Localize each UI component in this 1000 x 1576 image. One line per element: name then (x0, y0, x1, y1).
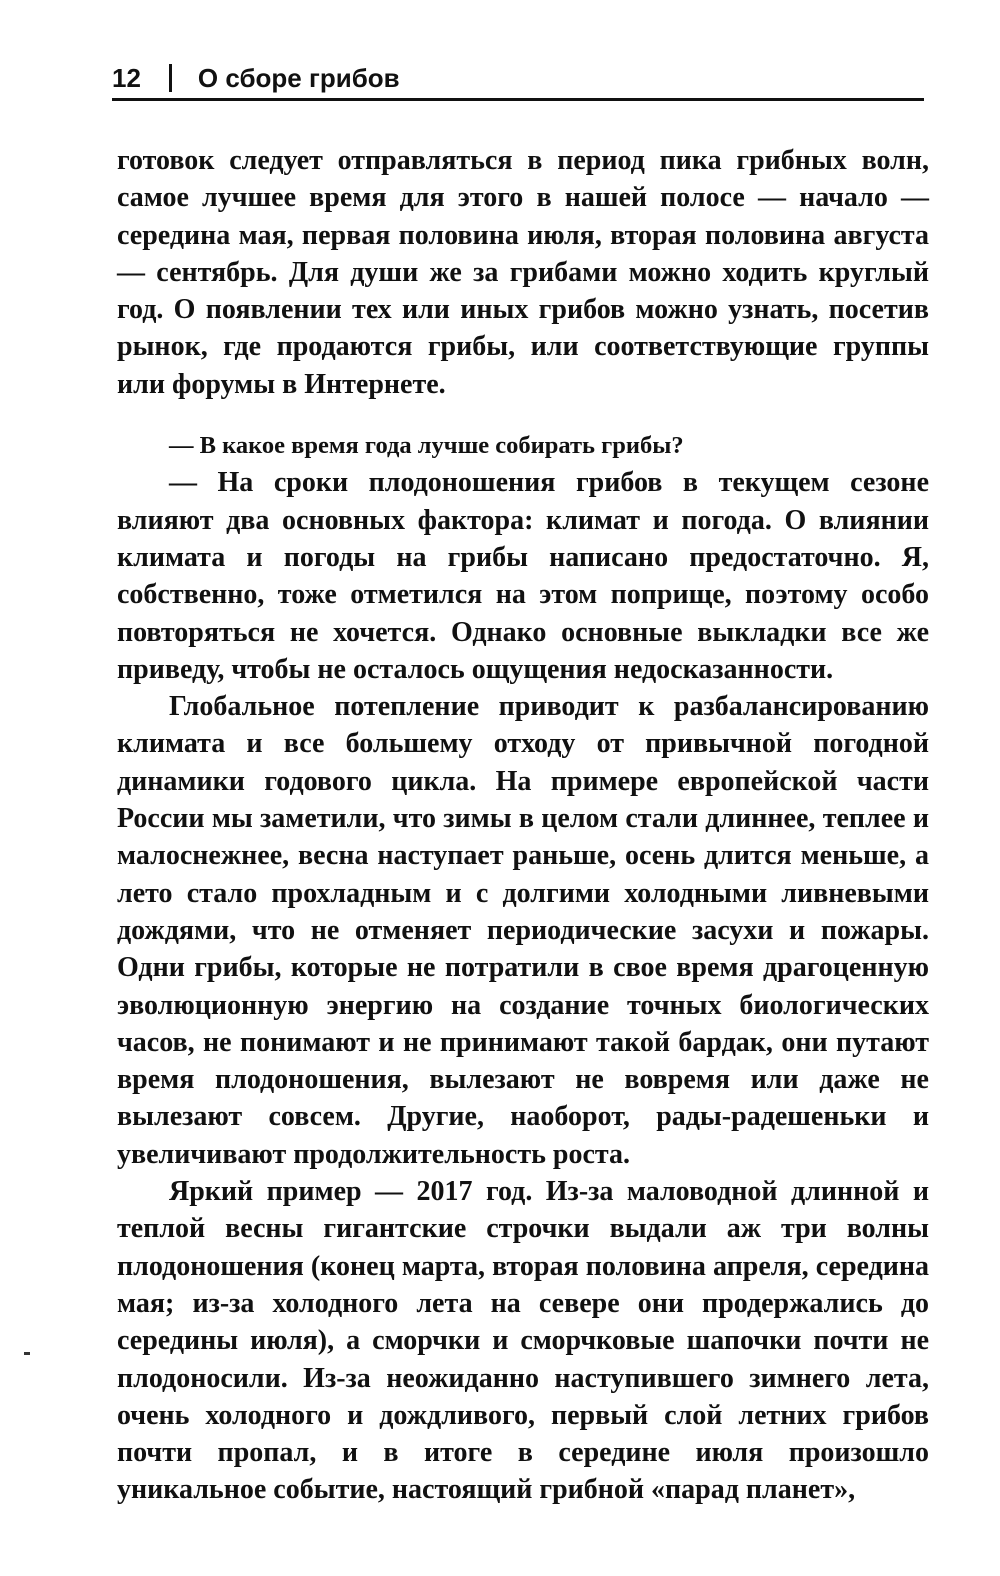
body-text (117, 142, 929, 1509)
paragraph: Глобальное потепление приводит к разбалансированию климата и все большему отходу от привычной погодной динамики годового цикла. На примере европейской части России мы заметили, что зимы в целом стали длиннее, теплее и малоснежнее, весна наступает раньше, осень длится меньше, а лето стало прохладным и с долгими холодными ливневыми дождями, что не отменяет периодические засухи и пожары. Одни грибы, которые не потратили в свое время драгоценную эволюционную энергию на создание точных биологических часов, не понимают и не принимают такой бардак, они путают время плодоношения, вылезают не вовремя или даже не вылезают совсем. Другие, наоборот, рады-радешеньки и увеличивают продолжительность роста. (117, 691, 929, 1170)
margin-speck (24, 1352, 30, 1355)
paragraph: Яркий пример — 2017 год. Из-за маловодной длинной и теплой весны гигантские строчки выдали аж три волны плодоношения (конец марта, вторая половина апреля, середина мая; из-за холодного лета на севере они продержались до середины июля), а сморчки и сморчковые шапочки почти не плодоносили. Из-за неожиданно наступившего зимнего лета, очень холодного и дождливого, первый слой летних грибов почти пропал, и в итоге в середине июля произошло уникальное событие, настоящий грибной «парад планет», (117, 1176, 929, 1506)
answer-paragraph: — На сроки плодоношения грибов в текущем сезоне влияют два основных фактора: климат и погода. О влиянии климата и погоды на грибы написано предостаточно. Я, собственно, тоже отметился на этом поприще, поэтому особо повторяться не хочется. Однако основные выкладки все же приведу, чтобы не осталось ощущения недосказанности. (117, 467, 929, 685)
question-heading: — В какое время года лучше собирать грибы? (169, 432, 684, 460)
page-number: 12 (112, 63, 141, 93)
paragraph-continuation: готовок следует отправляться в период пика грибных волн, самое лучшее время для этого в нашей полосе — начало — середина мая, первая половина июля, вторая половина августа — сентябрь. Для души же за грибами можно ходить круглый год. О появлении тех или иных грибов можно узнать, посетив рынок, где продаются грибы, или соответствующие группы или форумы в Интернете. (117, 145, 929, 400)
header-separator (169, 64, 172, 92)
running-title: О сборе грибов (197, 63, 400, 93)
running-head (112, 58, 924, 101)
